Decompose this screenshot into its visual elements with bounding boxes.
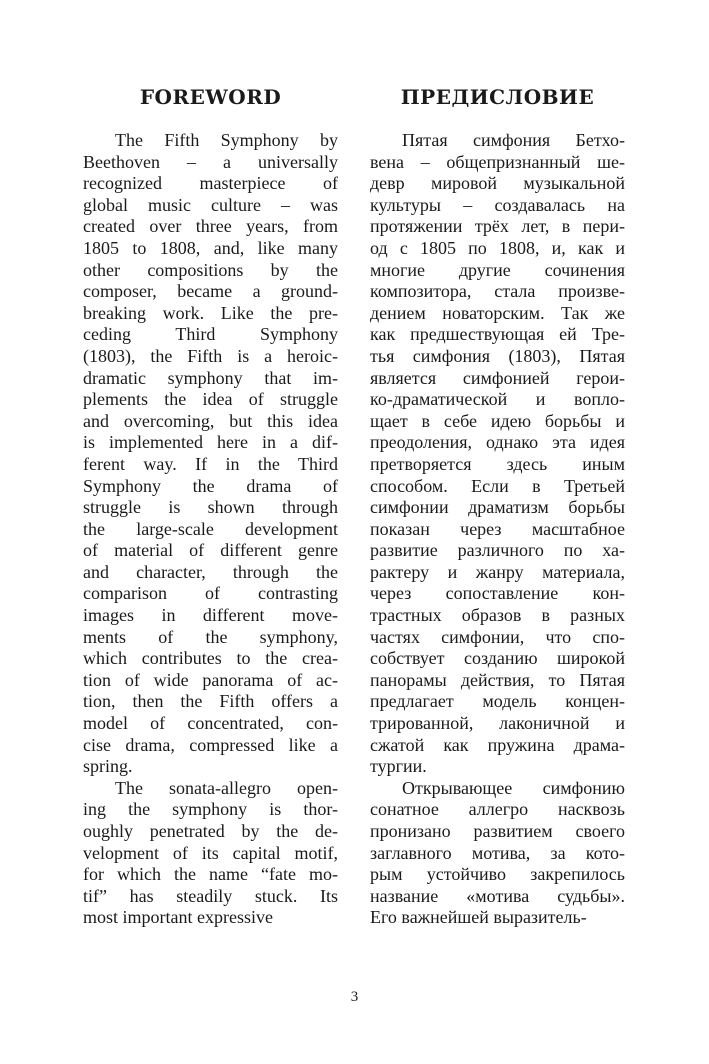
text-line: and overcoming, but this idea: [83, 410, 338, 431]
text-line: ко-драматической и вопло-: [370, 389, 625, 410]
text-line: model of concentrated, con-: [83, 713, 338, 734]
text-line: протяжении трёх лет, в пери-: [370, 216, 625, 237]
paragraph: [83, 130, 338, 778]
text-line: симфонии драматизм борьбы: [370, 497, 625, 518]
text-line: является симфонией герои-: [370, 367, 625, 388]
text-line: панорамы действия, то Пятая: [370, 669, 625, 690]
text-line: spring.: [83, 756, 133, 777]
text-line: which contributes to the crea-: [83, 648, 338, 669]
text-line: трированной, лаконичной и: [370, 713, 625, 734]
text-line: через сопоставление кон-: [370, 583, 625, 604]
text-line: global music culture – was: [83, 194, 338, 215]
text-line: dramatic symphony that im-: [83, 367, 338, 388]
text-line: Его важнейшей выразитель-: [370, 907, 587, 928]
text-line: заглавного мотива, за кото-: [370, 842, 625, 863]
text-line: (1803), the Fifth is a heroic-: [83, 345, 338, 366]
text-line: развитие различного по ха-: [370, 540, 625, 561]
text-line: composer, became a ground-: [83, 281, 338, 302]
text-line: the large-scale development: [83, 518, 338, 539]
english-body: [83, 130, 338, 929]
text-line: comparison of contrasting: [83, 583, 338, 604]
text-line: breaking work. Like the pre-: [83, 302, 338, 323]
text-line: многие другие сочинения: [370, 259, 625, 280]
text-line: как предшествующая ей Тре-: [370, 324, 625, 345]
text-line: velopment of its capital motif,: [83, 842, 338, 863]
text-line: most important expressive: [83, 907, 273, 928]
text-line: дением новаторским. Так же: [370, 302, 625, 323]
text-line: Beethoven – a universally: [83, 151, 338, 172]
text-line: Пятая симфония Бетхо-: [402, 130, 625, 150]
paragraph: [370, 130, 625, 778]
text-line: cise drama, compressed like a: [83, 734, 338, 755]
russian-body: [370, 130, 625, 929]
text-line: претворяется здесь иным: [370, 453, 625, 474]
text-line: 1805 to 1808, and, like many: [83, 237, 338, 258]
text-line: other compositions by the: [83, 259, 338, 280]
text-line: трастных образов в разных: [370, 605, 625, 626]
text-line: пронизано развитием своего: [370, 821, 625, 841]
paragraph: [83, 778, 338, 929]
text-line: struggle is shown through: [83, 497, 338, 518]
text-line: for which the name “fate mo-: [83, 864, 338, 885]
text-line: рым устойчиво закрепилось: [370, 864, 625, 885]
text-line: культуры – создавалась на: [370, 194, 625, 215]
text-line: plements the idea of struggle: [83, 389, 338, 410]
text-line: вена – общепризнанный ше-: [370, 151, 625, 172]
text-line: recognized masterpiece of: [83, 173, 338, 194]
text-line: The sonata-allegro open-: [115, 777, 338, 798]
russian-heading: ПРЕДИСЛОВИЕ: [400, 85, 595, 109]
english-column: [83, 80, 338, 929]
text-line: сжатой как пружина драма-: [370, 734, 625, 755]
text-line: преодоления, однако эта идея: [370, 432, 625, 453]
text-line: название «мотива судьбы».: [370, 885, 625, 906]
text-line: ceding Third Symphony: [83, 324, 338, 345]
text-line: щает в себе идею борьбы и: [370, 410, 625, 431]
text-line: created over three years, from: [83, 216, 338, 237]
text-line: тья симфония (1803), Пятая: [370, 345, 625, 366]
text-line: Symphony the drama of: [83, 475, 338, 496]
text-line: тургии.: [370, 756, 427, 777]
text-line: is implemented here in a dif-: [83, 432, 338, 453]
text-line: oughly penetrated by the de-: [83, 821, 338, 841]
paragraph: [370, 778, 625, 929]
text-line: композитора, стала произве-: [370, 281, 625, 302]
text-line: and character, through the: [83, 561, 338, 582]
text-line: images in different move-: [83, 605, 338, 626]
text-line: tion, then the Fifth offers a: [83, 691, 338, 712]
russian-column: [370, 80, 625, 929]
text-line: девр мировой музыкальной: [370, 173, 625, 194]
text-line: показан через масштабное: [370, 518, 625, 539]
text-line: собствует созданию широкой: [370, 648, 625, 669]
page-number: 3: [350, 989, 359, 1005]
text-line: рактеру и жанру материала,: [370, 561, 625, 582]
text-line: сонатное аллегро насквозь: [370, 799, 625, 820]
english-heading: FOREWORD: [139, 85, 282, 109]
text-line: частях симфонии, что спо-: [370, 626, 625, 647]
text-line: предлагает модель концен-: [370, 691, 625, 712]
text-line: ing the symphony is thor-: [83, 799, 338, 820]
text-line: ments of the symphony,: [83, 626, 338, 647]
text-line: tif” has steadily stuck. Its: [83, 885, 338, 906]
text-line: The Fifth Symphony by: [115, 130, 338, 150]
text-line: од с 1805 по 1808, и, как и: [370, 237, 625, 258]
text-line: ferent way. If in the Third: [83, 453, 338, 474]
text-line: Открывающее симфонию: [402, 777, 625, 798]
text-line: of material of different genre: [83, 540, 338, 561]
text-line: tion of wide panorama of ac-: [83, 669, 338, 690]
text-line: способом. Если в Третьей: [370, 475, 625, 496]
